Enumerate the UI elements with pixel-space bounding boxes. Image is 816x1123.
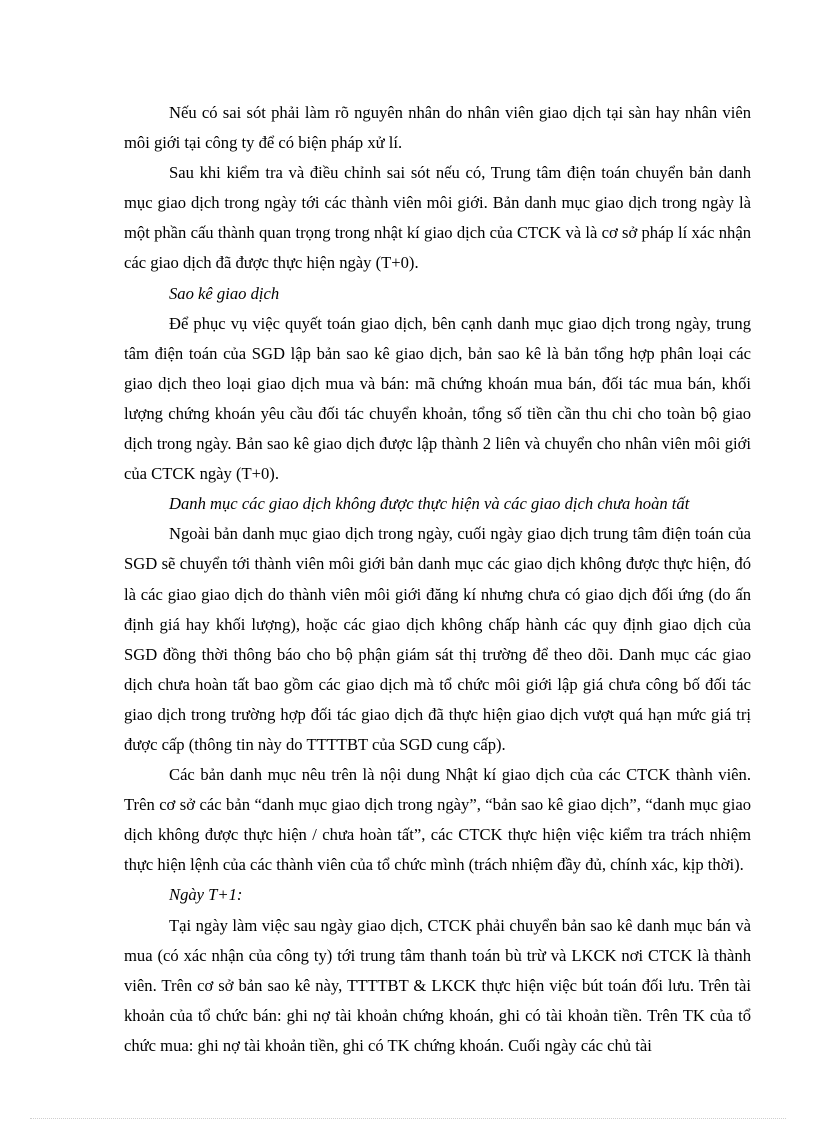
paragraph-unexecuted-list: Ngoài bản danh mục giao dịch trong ngày, cuối ngày giao dịch trung tâm điện toán của SGD sẽ chuyển tới thành viên môi giới bản danh mục các giao dịch không được thực hiện, đó là các giao giao dịch do thành viên môi giới đăng kí nhưng chưa có giao dịch đối ứng (do ấn định giá hay khối lượng), hoặc các giao dịch không chấp hành các quy định giao dịch của SGD đồng thời thông báo cho bộ phận giám sát thị trường để theo dõi. Danh mục các giao dịch chưa hoàn tất bao gồm các giao dịch mà tổ chức môi giới lập giá chưa công bố đối tác giao dịch trong trường hợp đối tác giao dịch đã thực hiện giao dịch vượt quá hạn mức giá trị được cấp (thông tin này do TTTTBT của SGD cung cấp). <box>124 524 751 754</box>
paragraph-day-t1: Tại ngày làm việc sau ngày giao dịch, CTCK phải chuyển bản sao kê danh mục bán và mua (có xác nhận của công ty) tới trung tâm thanh toán bù trừ và LKCK nơi CTCK là thành viên. Trên cơ sở bản sao kê này, TTTTBT & LKCK thực hiện việc bút toán đối lưu. Trên tài khoản của tổ chức bán: ghi nợ tài khoản chứng khoán, ghi có tài khoản tiền. Trên TK của tổ chức mua: ghi nợ tài khoản tiền, ghi có TK chứng khoán. Cuối ngày các chủ tài <box>124 915 751 1055</box>
page-bottom-rule <box>30 1118 786 1119</box>
paragraph-daily-list: Sau khi kiểm tra và điều chỉnh sai sót nếu có, Trung tâm điện toán chuyển bản danh mục giao dịch trong ngày tới các thành viên môi giới. Bản danh mục giao dịch trong ngày là một phần cấu thành quan trọng trong nhật kí giao dịch của CTCK và là cơ sở pháp lí xác nhận các giao dịch đã được thực hiện ngày (T+0). <box>124 163 751 273</box>
paragraph-statement: Để phục vụ việc quyết toán giao dịch, bên cạnh danh mục giao dịch trong ngày, trung tâm điện toán của SGD lập bản sao kê giao dịch, bản sao kê là bản tổng hợp phân loại các giao dịch theo loại giao dịch mua và bán: mã chứng khoán mua bán, đối tác mua bán, khối lượng chứng khoán yêu cầu đối tác chuyển khoản, tổng số tiền cần thu chi cho toàn bộ giao dịch trong ngày. Bản sao kê giao dịch được lập thành 2 liên và chuyển cho nhân viên môi giới của CTCK ngày (T+0). <box>124 313 751 484</box>
paragraph-error-cause: Nếu có sai sót phải làm rõ nguyên nhân do nhân viên giao dịch tại sàn hay nhân viên môi giới tại công ty để có biện pháp xử lí. <box>124 103 751 153</box>
heading-unexecuted-list: Danh mục các giao dịch không được thực hiện và các giao dịch chưa hoàn tất <box>169 494 690 514</box>
heading-day-t1: Ngày T+1: <box>169 885 243 905</box>
document-body <box>124 98 751 1061</box>
heading-statement: Sao kê giao dịch <box>169 283 280 303</box>
paragraph-journal: Các bản danh mục nêu trên là nội dung Nhật kí giao dịch của các CTCK thành viên. Trên cơ sở các bản “danh mục giao dịch trong ngày”, “bản sao kê giao dịch”, “danh mục giao dịch không được thực hiện / chưa hoàn tất”, các CTCK thực hiện việc kiểm tra trách nhiệm thực hiện lệnh của các thành viên của tổ chức mình (trách nhiệm đầy đủ, chính xác, kịp thời). <box>124 765 751 875</box>
